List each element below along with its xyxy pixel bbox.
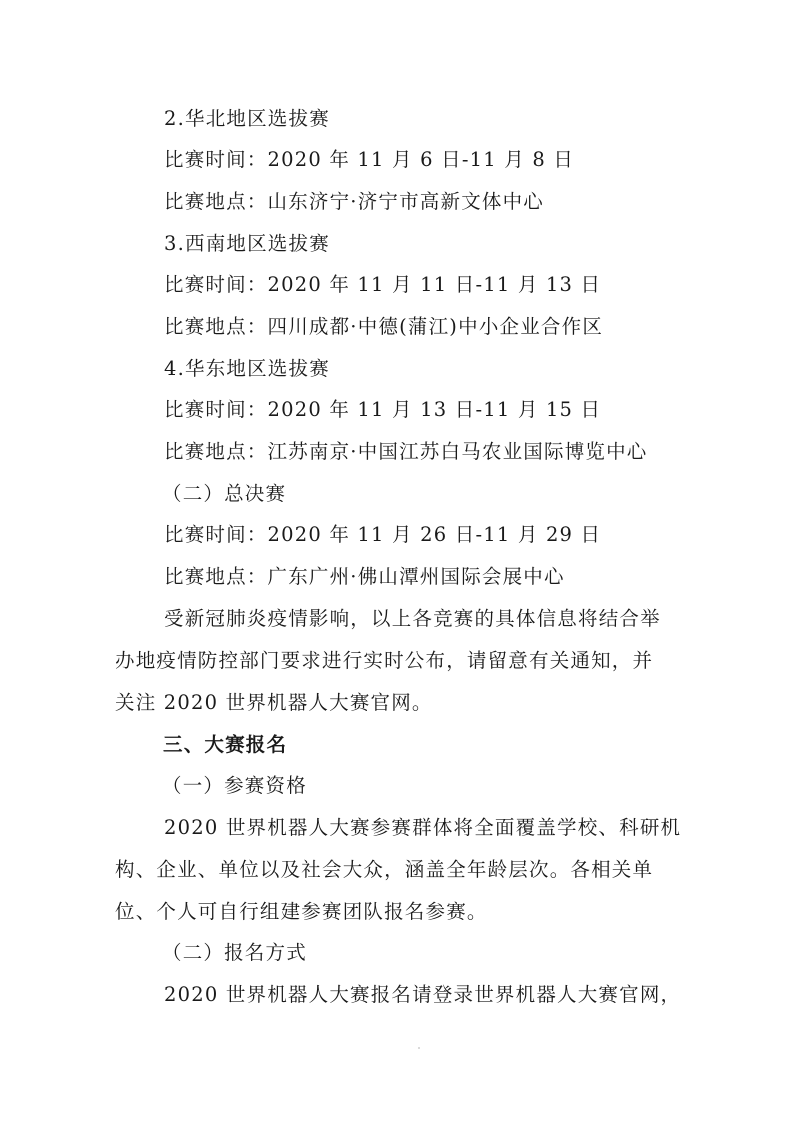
southwest-region-place: 比赛地点：四川成都·中德(蒲江)中小企业合作区 — [164, 315, 604, 338]
section-heading: 三、大赛报名 — [163, 733, 288, 756]
north-region-title: 2.华北地区选拔赛 — [164, 107, 330, 130]
east-region-title: 4.华东地区选拔赛 — [164, 357, 330, 380]
final-time: 比赛时间：2020 年 11 月 26 日-11 月 29 日 — [164, 523, 602, 546]
qualification-line-2: 构、企业、单位以及社会大众，涵盖全年龄层次。各相关单 — [115, 858, 654, 881]
east-region-time: 比赛时间：2020 年 11 月 13 日-11 月 15 日 — [164, 398, 602, 421]
method-title: （二）报名方式 — [162, 941, 307, 964]
east-region-place: 比赛地点：江苏南京·中国江苏白马农业国际博览中心 — [164, 440, 648, 463]
qualification-line-1: 2020 世界机器人大赛参赛群体将全面覆盖学校、科研机 — [164, 816, 682, 839]
qualification-title: （一）参赛资格 — [162, 774, 307, 797]
southwest-region-time: 比赛时间：2020 年 11 月 11 日-11 月 13 日 — [164, 273, 602, 296]
final-place: 比赛地点：广东广州·佛山潭州国际会展中心 — [164, 565, 565, 588]
notice-line-1: 受新冠肺炎疫情影响，以上各竞赛的具体信息将结合举 — [164, 607, 661, 630]
southwest-region-title: 3.西南地区选拔赛 — [164, 232, 330, 255]
scan-speck — [418, 1047, 420, 1049]
final-title: （二）总决赛 — [162, 482, 287, 505]
qualification-line-3: 位、个人可自行组建参赛团队报名参赛。 — [115, 900, 488, 923]
north-region-time: 比赛时间：2020 年 11 月 6 日-11 月 8 日 — [164, 148, 575, 171]
north-region-place: 比赛地点：山东济宁·济宁市高新文体中心 — [164, 190, 544, 213]
notice-line-3: 关注 2020 世界机器人大赛官网。 — [115, 691, 433, 714]
notice-line-2: 办地疫情防控部门要求进行实时公布，请留意有关通知，并 — [115, 649, 654, 672]
method-line-1: 2020 世界机器人大赛报名请登录世界机器人大赛官网， — [164, 983, 682, 1006]
